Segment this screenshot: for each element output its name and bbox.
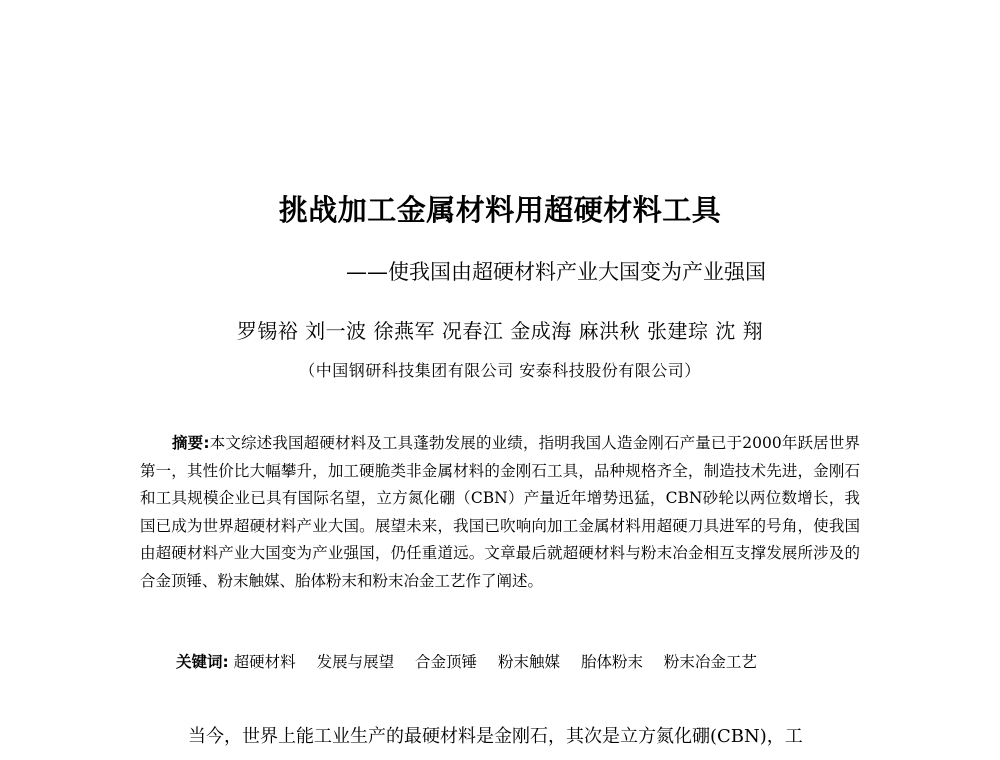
abstract-text: 本文综述我国超硬材料及工具蓬勃发展的业绩，指明我国人造金刚石产量已于2000年跃居世界第一，其性价比大幅攀升，加工硬脆类非金属材料的金刚石工具，品种规格齐全，制造技术先进，金刚石和工具规模企业已具有国际名望，立方氮化硼（CBN）产量近年增势迅猛，CBN砂轮以两位数增长，我国已成为世界超硬材料产业大国。展望未来，我国已吹响向加工金属材料用超硬刀具进军的号角，使我国由超硬材料产业大国变为产业强国，仍任重道远。文章最后就超硬材料与粉末冶金相互支撑发展所涉及的合金顶锤、粉末触媒、胎体粉末和粉末冶金工艺作了阐述。 bbox=[140, 434, 860, 590]
abstract bbox=[140, 430, 860, 595]
keyword: 合金顶锤 bbox=[415, 653, 478, 671]
body-paragraph: 当今，世界上能工业生产的最硬材料是金刚石，其次是立方氮化硼(CBN)，工 bbox=[188, 726, 803, 747]
keyword: 粉末触媒 bbox=[498, 653, 561, 671]
affiliation: （中国钢研科技集团有限公司 安泰科技股份有限公司） bbox=[299, 361, 701, 380]
paper-title: 挑战加工金属材料用超硬材料工具 bbox=[278, 193, 722, 227]
keyword: 粉末冶金工艺 bbox=[663, 653, 757, 671]
keywords bbox=[176, 650, 773, 672]
keyword: 超硬材料 bbox=[233, 653, 296, 671]
keywords-label: 关键词: bbox=[176, 653, 229, 671]
paper-subtitle: ——使我国由超硬材料产业大国变为产业强国 bbox=[346, 260, 766, 284]
keyword: 胎体粉末 bbox=[580, 653, 643, 671]
abstract-label: 摘要: bbox=[172, 434, 210, 452]
keyword: 发展与展望 bbox=[316, 653, 395, 671]
author-list: 罗锡裕 刘一波 徐燕军 况春江 金成海 麻洪秋 张建琮 沈 翔 bbox=[236, 319, 764, 343]
